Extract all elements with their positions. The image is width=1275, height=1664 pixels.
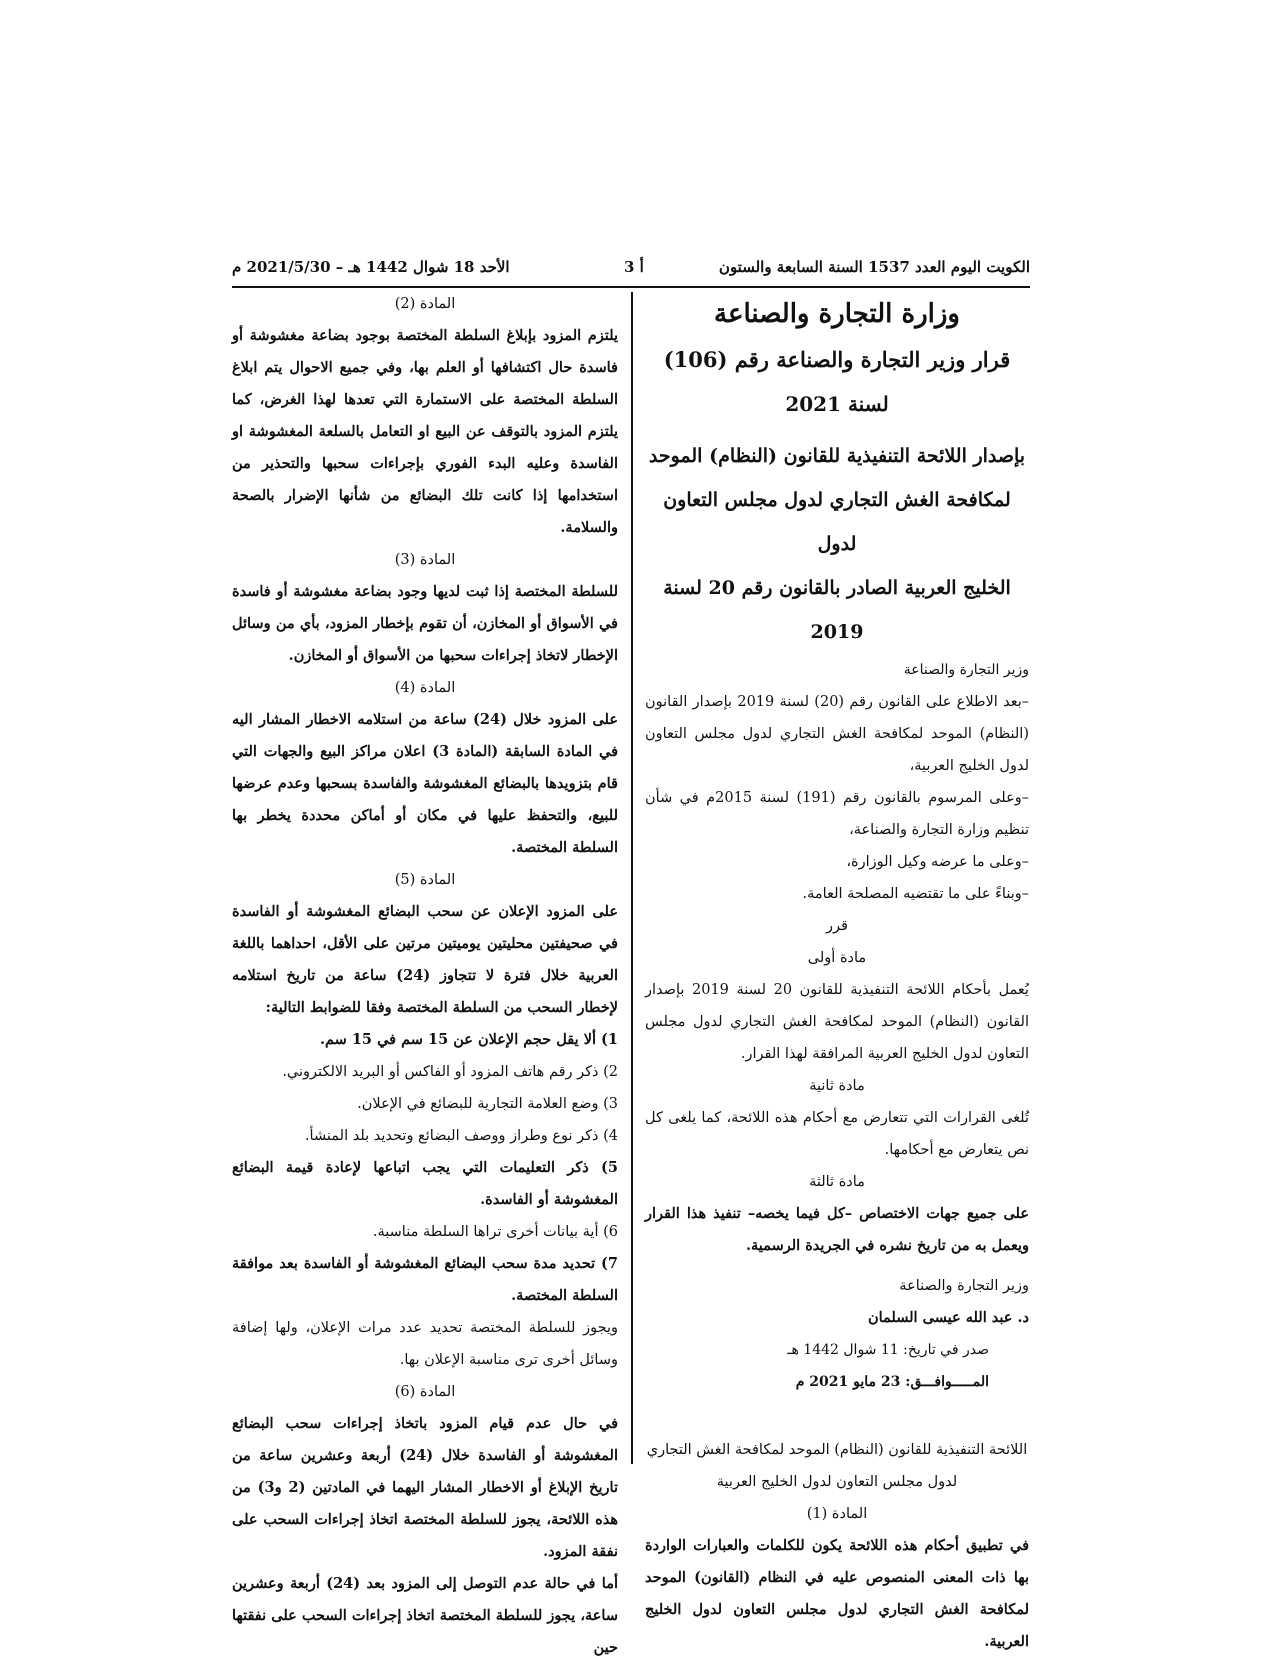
issued-date: صدر في تاريخ: 11 شوال 1442 هـ bbox=[787, 1342, 989, 1358]
article-heading: المادة (5) bbox=[394, 872, 456, 888]
preamble-item: –وعلى المرسوم بالقانون رقم (191) لسنة 2015م في شأن تنظيم وزارة التجارة والصناعة، bbox=[645, 790, 1029, 838]
header-date: الأحد 18 شوال 1442 هـ – 2021/5/30 م bbox=[232, 258, 510, 276]
signature-name: د. عبد الله عيسى السلمان bbox=[867, 1309, 1029, 1326]
decree-subject-line: بإصدار اللائحة التنفيذية للقانون (النظام) الموحد bbox=[648, 445, 1026, 467]
list-item: 4) ذكر نوع وطراز ووصف البضائع وتحديد بلد المنشأ. bbox=[304, 1128, 618, 1144]
left-column bbox=[232, 288, 618, 1664]
article-heading: المادة (6) bbox=[394, 1384, 456, 1400]
decree-year: لسنة 2021 bbox=[785, 392, 889, 416]
article-text: للسلطة المختصة إذا ثبت لديها وجود بضاعة مغشوشة أو فاسدة في الأسواق أو المخازن، أن تقوم بإخطار المزود، بأي من وسائل الإخطار لاتخاذ إجراءات سحبها من الأسواق أو المخازن. bbox=[232, 583, 618, 664]
article-text: يُعمل بأحكام اللائحة التنفيذية للقانون 20 لسنة 2019 بإصدار القانون (النظام) الموحد لمكافحة الغش التجاري لدول مجلس التعاون لدول الخليج العربية المرافقة لهذا القرار. bbox=[645, 982, 1029, 1062]
article-text: على المزود الإعلان عن سحب البضائع المغشوشة أو الفاسدة في صحيفتين محليتين يوميتين مرتين على الأقل، احداهما باللغة العربية خلال فترة لا تتجاوز (24) ساعة من تاريخ استلامه لإخطار السحب من السلطة المختصة وفقا للضوابط التالية: bbox=[232, 903, 618, 1016]
article-heading: مادة ثانية bbox=[809, 1078, 865, 1094]
article-text: تُلغى القرارات التي تتعارض مع أحكام هذه اللائحة، كما يلغى كل نص يتعارض مع أحكامها. bbox=[645, 1110, 1029, 1158]
decree-subject-line: لمكافحة الغش التجاري لدول مجلس التعاون لدول bbox=[663, 489, 1011, 555]
article-heading: المادة (3) bbox=[394, 552, 456, 568]
issuer: وزير التجارة والصناعة bbox=[903, 662, 1029, 678]
right-column bbox=[645, 290, 1029, 1658]
corresponding-date: المـــــوافـــق: 23 مايو 2021 م bbox=[795, 1374, 989, 1390]
article-text: على المزود خلال (24) ساعة من استلامه الاخطار المشار اليه في المادة السابقة (المادة 3) اعلان مراكز البيع والجهات التي قام بتزويدها بالبضائع المغشوشة والفاسدة بسحبها وعدم عرضها للبيع، والتحفظ عليها في مكان أو أماكن محددة يخطر بها السلطة المختصة. bbox=[232, 711, 618, 856]
header-page-number: أ 3 bbox=[624, 258, 644, 276]
decided-heading: قرر bbox=[826, 918, 848, 934]
list-item: 2) ذكر رقم هاتف المزود أو الفاكس أو البريد الالكتروني. bbox=[282, 1064, 618, 1080]
list-item: 7) تحديد مدة سحب البضائع المغشوشة أو الفاسدة بعد موافقة السلطة المختصة. bbox=[232, 1255, 618, 1304]
article-heading: المادة (2) bbox=[394, 296, 456, 312]
header-issue: الكويت اليوم العدد 1537 السنة السابعة والستون bbox=[718, 258, 1030, 276]
running-header bbox=[232, 258, 1030, 284]
decree-title: قرار وزير التجارة والصناعة رقم (106) bbox=[663, 347, 1011, 372]
list-item: 3) وضع العلامة التجارية للبضائع في الإعلان. bbox=[357, 1096, 618, 1112]
decree-subject-line: الخليج العربية الصادر بالقانون رقم 20 لسنة 2019 bbox=[663, 577, 1011, 643]
preamble-item: –وبناءً على ما تقتضيه المصلحة العامة. bbox=[802, 886, 1029, 902]
article-text: يلتزم المزود بإبلاغ السلطة المختصة بوجود بضاعة مغشوشة أو فاسدة حال اكتشافها أو العلم بها، وفي جميع الاحوال يتم ابلاغ السلطة المختصة على الاستمارة التي تعدها لهذا الغرض، كما يلتزم المزود بالتوقف عن البيع او التعامل بالسلعة المغشوشة او الفاسدة وعليه البدء الفوري بإجراءات سحبها والتحذير من استخدامها إذا كانت تلك البضائع من شأنها الإضرار بالصحة والسلامة. bbox=[232, 327, 618, 536]
list-item: 1) ألا يقل حجم الإعلان عن 15 سم في 15 سم. bbox=[319, 1031, 618, 1048]
article-text: ويجوز للسلطة المختصة تحديد عدد مرات الإعلان، ولها إضافة وسائل أخرى ترى مناسبة الإعلان بها. bbox=[232, 1320, 618, 1368]
article-text: أما في حالة عدم التوصل إلى المزود بعد (24) أربعة وعشرين ساعة، يجوز للسلطة المختصة اتخاذ إجراءات السحب على نفقتها حين bbox=[232, 1575, 618, 1656]
preamble-item: –وعلى ما عرضه وكيل الوزارة، bbox=[846, 854, 1029, 870]
article-heading: مادة ثالثة bbox=[809, 1174, 865, 1190]
article-text: على جميع جهات الاختصاص –كل فيما يخصه– تنفيذ هذا القرار ويعمل به من تاريخ نشره في الجريدة الرسمية. bbox=[645, 1205, 1029, 1254]
article-text: في تطبيق أحكام هذه اللائحة يكون للكلمات والعبارات الواردة بها ذات المعنى المنصوص عليه في النظام (القانون) الموحد لمكافحة الغش التجاري لدول مجلس التعاون لدول الخليج العربية. bbox=[645, 1537, 1029, 1650]
signature-title: وزير التجارة والصناعة bbox=[899, 1278, 1029, 1294]
article-heading: مادة أولى bbox=[807, 950, 867, 966]
column-divider bbox=[631, 292, 633, 1464]
list-item: 5) ذكر التعليمات التي يجب اتباعها لإعادة قيمة البضائع المغشوشة أو الفاسدة. bbox=[232, 1159, 618, 1208]
list-item: 6) أية بيانات أخرى تراها السلطة مناسبة. bbox=[372, 1224, 618, 1240]
annex-title-line: اللائحة التنفيذية للقانون (النظام) الموحد لمكافحة الغش التجاري bbox=[646, 1442, 1028, 1458]
article-heading: المادة (1) bbox=[806, 1506, 868, 1522]
article-heading: المادة (4) bbox=[394, 680, 456, 696]
ministry-title: وزارة التجارة والصناعة bbox=[714, 299, 960, 329]
article-text: في حال عدم قيام المزود باتخاذ إجراءات سحب البضائع المغشوشة أو الفاسدة خلال (24) أربعة وعشرين ساعة من تاريخ الإبلاغ أو الاخطار المشار اليهما في المادتين (2 و3) من هذه اللائحة، يجوز للسلطة المختصة اتخاذ إجراءات السحب على نفقة المزود. bbox=[232, 1415, 618, 1560]
annex-title-line: لدول مجلس التعاون لدول الخليج العربية bbox=[716, 1474, 958, 1490]
preamble-item: –بعد الاطلاع على القانون رقم (20) لسنة 2019 بإصدار القانون (النظام) الموحد لمكافحة الغش التجاري لدول مجلس التعاون لدول الخليج العربية، bbox=[645, 694, 1029, 774]
